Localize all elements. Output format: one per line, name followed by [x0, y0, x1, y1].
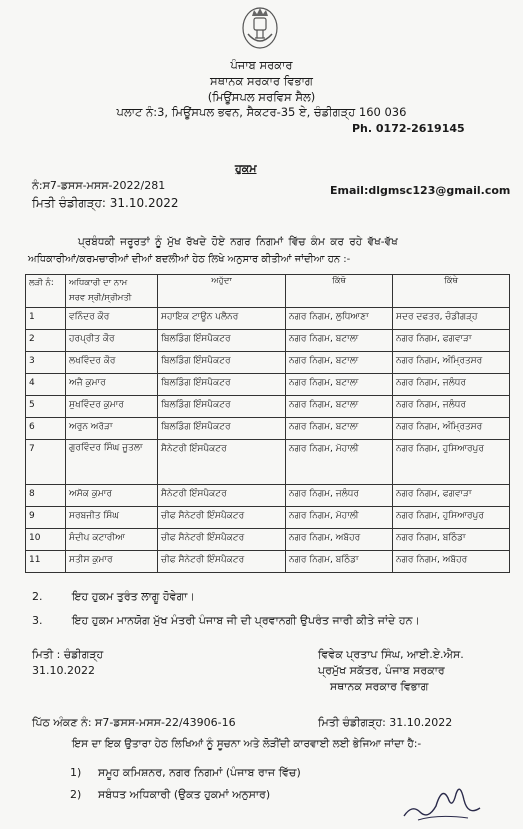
cell-name: ਸਰਬਜੀਤ ਸਿੰਘ	[66, 507, 158, 529]
table-row	[26, 507, 510, 529]
cell-name: ਗੁਰਵਿੰਦਰ ਸਿੰਘ ਜੂਤਲਾ	[66, 440, 158, 485]
footer-date: 31.10.2022	[32, 664, 95, 677]
cell-to: ਨਗਰ ਨਿਗਮ, ਜਲੰਧਰ	[393, 396, 510, 418]
col-header-post: ਅਹੁੱਦਾ	[158, 275, 286, 308]
signatory-designation: ਪ੍ਰਮੁੱਖ ਸਕੱਤਰ, ਪੰਜਾਬ ਸਰਕਾਰ	[318, 664, 445, 677]
department-name: ਸਥਾਨਕ ਸਰਕਾਰ ਵਿਭਾਗ	[210, 74, 313, 88]
table-row	[26, 529, 510, 551]
endorsement-intro: ਇਸ ਦਾ ਇਕ ਉਤਾਰਾ ਹੇਠ ਲਿਖਿਆਂ ਨੂੰ ਸੂਚਨਾ ਅਤੇ ਲੋੜੀਂਦੀ ਕਾਰਵਾਈ ਲਈ ਭੇਜਿਆ ਜਾਂਦਾ ਹੈ:-	[72, 738, 422, 750]
office-phone: Ph. 0172-2619145	[352, 122, 465, 135]
col-header-to: ਕਿੱਥੇ	[393, 275, 510, 308]
cell-name: ਲਖਵਿੰਦਰ ਕੌਰ	[66, 352, 158, 374]
cell-post: ਸੈਨੇਟਰੀ ਇੰਸਪੈਕਟਰ	[158, 485, 286, 507]
cell-serial: 6	[26, 418, 66, 440]
table-row	[26, 418, 510, 440]
cell-from: ਨਗਰ ਨਿਗਮ, ਮੋਹਾਲੀ	[286, 507, 393, 529]
cell-from: ਨਗਰ ਨਿਗਮ, ਲੁਧਿਆਣਾ	[286, 308, 393, 330]
cell-from: ਨਗਰ ਨਿਗਮ, ਜਲੰਧਰ	[286, 485, 393, 507]
cell-post: ਸਹਾਇਕ ਟਾਊਨ ਪਲੈਨਰ	[158, 308, 286, 330]
cell-serial: 7	[26, 440, 66, 485]
cell-serial: 5	[26, 396, 66, 418]
cell-serial: 8	[26, 485, 66, 507]
cell-serial: 11	[26, 551, 66, 573]
signatory-name: ਵਿਵੇਕ ਪ੍ਰਤਾਪ ਸਿੰਘ, ਆਈ.ਏ.ਐਸ.	[318, 648, 464, 661]
cell-from: ਨਗਰ ਨਿਗਮ, ਬਟਾਲਾ	[286, 330, 393, 352]
table-row	[26, 396, 510, 418]
table-row	[26, 352, 510, 374]
intro-line-2: ਅਧਿਕਾਰੀਆਂ/ਕਰਮਚਾਰੀਆਂ ਦੀਆਂ ਬਦਲੀਆਂ ਹੇਠ ਲਿਖੇ ਅਨੁਸਾਰ ਕੀਤੀਆਂ ਜਾਂਦੀਆ ਹਨ :-	[28, 254, 351, 265]
signature-icon	[398, 776, 488, 826]
cell-name: ਸੰਦੀਪ ਕਟਾਰੀਆ	[66, 529, 158, 551]
col-header-name: ਅਧਿਕਾਰੀ ਦਾ ਨਾਮ ਸਰਵ ਸ੍ਰੀ/ਸ੍ਰੀਮਤੀ	[66, 275, 158, 308]
col-header-serial: ਲੜੀ ਨੰ:	[26, 275, 66, 308]
recipient-2-text: ਸਬੰਧਤ ਅਧਿਕਾਰੀ (ਉਕਤ ਹੁਕਮਾਂ ਅਨੁਸਾਰ)	[98, 788, 271, 801]
cell-name: (ਮਿਊਂਸਪਲ ਸਰਵਿਸ ਸੈਲ)	[207, 90, 316, 104]
cell-from: ਨਗਰ ਨਿਗਮ, ਬਟਾਲਾ	[286, 352, 393, 374]
cell-serial: 1	[26, 308, 66, 330]
cell-name: ਹਰਪ੍ਰੀਤ ਕੌਰ	[66, 330, 158, 352]
cell-to: ਸਦਰ ਦਫਤਰ, ਚੰਡੀਗੜ੍ਹ	[393, 308, 510, 330]
cell-to: ਨਗਰ ਨਿਗਮ, ਹੁਸਿਆਰਪੁਰ	[393, 507, 510, 529]
point-3-text: ਇਹ ਹੁਕਮ ਮਾਨਯੋਗ ਮੁੱਖ ਮੰਤਰੀ ਪੰਜਾਬ ਜੀ ਦੀ ਪ੍ਰਵਾਨਗੀ ਉਪਰੰਤ ਜਾਰੀ ਕੀਤੇ ਜਾਂਦੇ ਹਨ।	[72, 614, 420, 627]
endorsement-date: ਮਿਤੀ ਚੰਡੀਗੜ੍ਹ: 31.10.2022	[318, 716, 453, 729]
intro-line-1: ਪ੍ਰਬੰਧਕੀ ਜਰੂਰਤਾਂ ਨੂੰ ਮੁੱਖ ਰੱਖਦੇ ਹੋਏ ਨਗਰ ਨਿਗਮਾਂ ਵਿੱਚ ਕੰਮ ਕਰ ਰਹੇ ਵੱਖ-ਵੱਖ	[78, 236, 398, 248]
cell-name: ਸਤੀਸ ਕੁਮਾਰ	[66, 551, 158, 573]
cell-serial: 4	[26, 374, 66, 396]
cell-post: ਬਿਲਡਿੰਗ ਇੰਸਪੈਕਟਰ	[158, 374, 286, 396]
cell-post: ਚੀਫ ਸੈਨੇਟਰੀ ਇੰਸਪੈਕਟਰ	[158, 507, 286, 529]
punjab-emblem-icon	[240, 4, 280, 52]
cell-post: ਬਿਲਡਿੰਗ ਇੰਸਪੈਕਟਰ	[158, 396, 286, 418]
order-ref-no: ਨੰ:ਸ7-ਡਸਸ-ਮਸਸ-2022/281	[32, 179, 166, 192]
table-row	[26, 374, 510, 396]
point-2-text: ਇਹ ਹੁਕਮ ਤੁਰੰਤ ਲਾਗੂ ਹੋਵੇਗਾ।	[72, 590, 195, 603]
footer-place: ਮਿਤੀ : ਚੰਡੀਗੜ੍ਹ	[32, 648, 104, 661]
cell-post: ਚੀਫ ਸੈਨੇਟਰੀ ਇੰਸਪੈਕਟਰ	[158, 529, 286, 551]
transfer-table	[25, 274, 510, 573]
office-address: ਪਲਾਟ ਨੰ:3, ਮਿਊਂਸਪਲ ਭਵਨ, ਸੈਕਟਰ-35 ਏ, ਚੰਡੀਗੜ੍ਹ 160 036	[116, 105, 407, 119]
cell-serial: 2	[26, 330, 66, 352]
cell-from: ਨਗਰ ਨਿਗਮ, ਮੋਹਾਲੀ	[286, 440, 393, 485]
cell-name: ਅਰੁਨ ਅਰੋੜਾ	[66, 418, 158, 440]
cell-post: ਸੈਨੇਟਰੀ ਇੰਸਪੈਕਟਰ	[158, 440, 286, 485]
recipient-1-text: ਸਮੂਹ ਕਮਿਸ਼ਨਰ, ਨਗਰ ਨਿਗਮਾਂ (ਪੰਜਾਬ ਰਾਜ ਵਿੱਚ)	[98, 766, 301, 779]
cell-serial: 3	[26, 352, 66, 374]
gov-name: ਪੰਜਾਬ ਸਰਕਾਰ	[230, 58, 293, 72]
point-2-number: 2.	[32, 590, 43, 603]
cell-to: ਨਗਰ ਨਿਗਮ, ਅੰਮ੍ਰਿਤਸਰ	[393, 352, 510, 374]
table-row	[26, 485, 510, 507]
cell-name: ਅਸੋਕ ਕੁਮਾਰ	[66, 485, 158, 507]
cell-to: ਨਗਰ ਨਿਗਮ, ਅੰਮ੍ਰਿਤਸਰ	[393, 418, 510, 440]
table-row	[26, 330, 510, 352]
cell-from: ਨਗਰ ਨਿਗਮ, ਬਟਾਲਾ	[286, 374, 393, 396]
cell-to: ਨਗਰ ਨਿਗਮ, ਬਠਿੰਡਾ	[393, 529, 510, 551]
cell-from: ਨਗਰ ਨਿਗਮ, ਅਬੋਹਰ	[286, 529, 393, 551]
order-date: ਮਿਤੀ ਚੰਡੀਗੜ੍ਹ: 31.10.2022	[32, 196, 179, 210]
signatory-department: ਸਥਾਨਕ ਸਰਕਾਰ ਵਿਭਾਗ	[330, 680, 429, 693]
office-email: Email:dlgmsc123@gmail.com	[330, 184, 511, 197]
table-row	[26, 308, 510, 330]
cell-from: ਨਗਰ ਨਿਗਮ, ਬਟਾਲਾ	[286, 418, 393, 440]
cell-serial: 10	[26, 529, 66, 551]
cell-to: ਨਗਰ ਨਿਗਮ, ਅਬੋਹਰ	[393, 551, 510, 573]
cell-serial: 9	[26, 507, 66, 529]
cell-from: ਨਗਰ ਨਿਗਮ, ਬਟਾਲਾ	[286, 396, 393, 418]
cell-from: ਨਗਰ ਨਿਗਮ, ਬਠਿੰਡਾ	[286, 551, 393, 573]
cell-name: ਵਨਿੰਦਰ ਕੌਰ	[66, 308, 158, 330]
cell-name: ਅਜੈ ਕੁਮਾਰ	[66, 374, 158, 396]
cell-post: ਚੀਫ ਸੈਨੇਟਰੀ ਇੰਸਪੈਕਟਰ	[158, 551, 286, 573]
cell-post: ਬਿਲਡਿੰਗ ਇੰਸਪੈਕਟਰ	[158, 330, 286, 352]
table-header-row	[26, 275, 510, 308]
table-row	[26, 440, 510, 485]
cell-to: ਨਗਰ ਨਿਗਮ, ਫਗਵਾੜਾ	[393, 330, 510, 352]
recipient-1-number: 1)	[70, 766, 82, 779]
point-3-number: 3.	[32, 614, 43, 627]
cell-post: ਬਿਲਡਿੰਗ ਇੰਸਪੈਕਟਰ	[158, 352, 286, 374]
cell-to: ਨਗਰ ਨਿਗਮ, ਫਗਵਾੜਾ	[393, 485, 510, 507]
table-row	[26, 551, 510, 573]
col-header-from: ਕਿੱਥੋ	[286, 275, 393, 308]
recipient-2-number: 2)	[70, 788, 82, 801]
endorsement-ref-no: ਪਿੱਠ ਅੰਕਣ ਨੰ: ਸ7-ਡਸਸ-ਮਸਸ-22/43906-16	[32, 716, 236, 729]
order-title: ਹੁਕਮ	[235, 162, 257, 175]
cell-name: ਸੁਖਵਿੰਦਰ ਕੁਮਾਰ	[66, 396, 158, 418]
cell-post: ਬਿਲਡਿੰਗ ਇੰਸਪੈਕਟਰ	[158, 418, 286, 440]
cell-to: ਨਗਰ ਨਿਗਮ, ਹੁਸਿਆਰਪੁਰ	[393, 440, 510, 485]
cell-to: ਨਗਰ ਨਿਗਮ, ਜਲੰਧਰ	[393, 374, 510, 396]
